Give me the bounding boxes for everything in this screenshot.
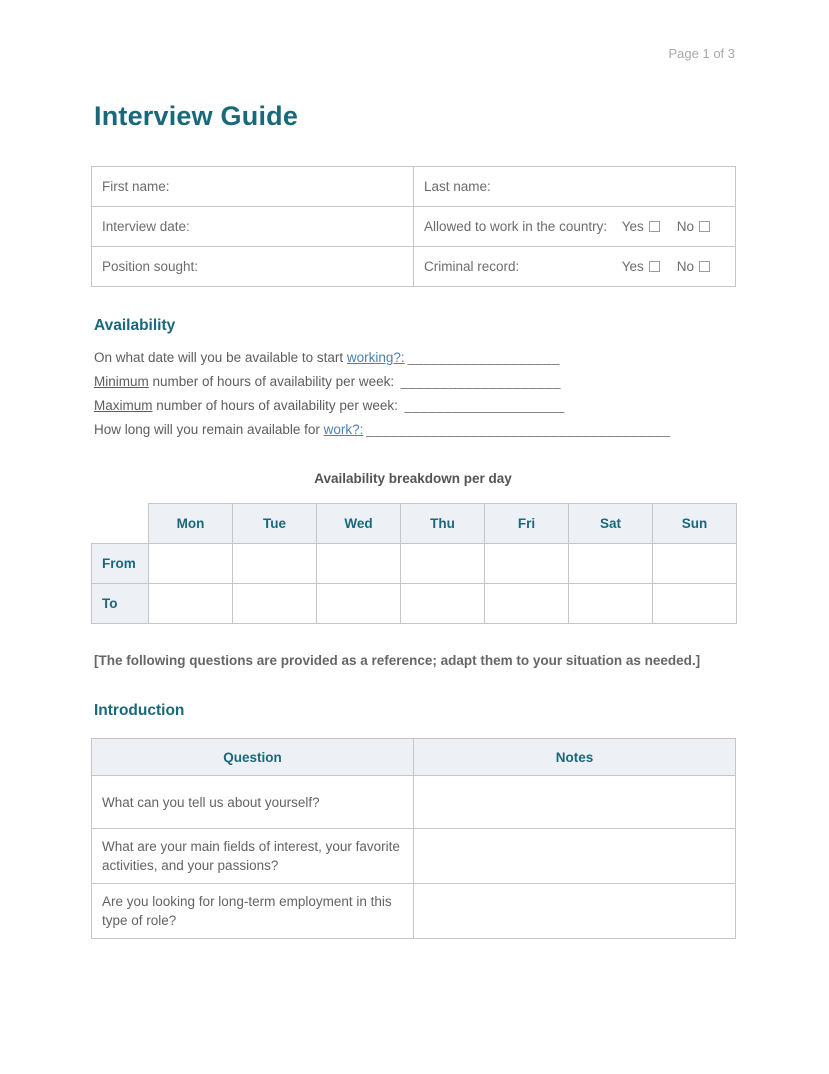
table-row	[92, 167, 736, 207]
schedule-table-title: Availability breakdown per day	[314, 471, 512, 486]
yes-checkbox-icon[interactable]	[649, 221, 660, 232]
to-sat-cell[interactable]	[569, 584, 653, 624]
table-row	[92, 207, 736, 247]
line-text: On what date will you be available to start	[94, 350, 347, 365]
from-tue-cell[interactable]	[233, 544, 317, 584]
introduction-heading: Introduction	[94, 702, 185, 719]
from-fri-cell[interactable]	[485, 544, 569, 584]
availability-questions	[94, 346, 671, 442]
criminal-record-label: Criminal record:	[424, 259, 520, 274]
availability-line-duration	[94, 418, 671, 442]
question-cell: Are you looking for long-term employment in this type of role?	[92, 884, 414, 939]
day-header-sat: Sat	[569, 504, 653, 544]
criminal-record-options	[622, 259, 725, 274]
criminal-record-no-option[interactable]	[677, 259, 710, 274]
from-row-label: From	[92, 544, 149, 584]
to-tue-cell[interactable]	[233, 584, 317, 624]
to-mon-cell[interactable]	[149, 584, 233, 624]
yes-label: Yes	[621, 259, 644, 274]
last-name-cell[interactable]	[414, 167, 736, 207]
introduction-question-table	[91, 738, 736, 939]
work-permission-options	[622, 219, 725, 234]
table-row	[92, 584, 737, 624]
reference-note: [The following questions are provided as a reference; adapt them to your situation as needed.]	[94, 653, 701, 668]
day-header-sun: Sun	[653, 504, 737, 544]
line-text: number of hours of availability per week:	[152, 398, 402, 413]
table-row	[92, 544, 737, 584]
interview-date-label: Interview date:	[102, 219, 190, 234]
day-header-wed: Wed	[317, 504, 401, 544]
last-name-label: Last name:	[424, 179, 491, 194]
line-text: number of hours of availability per week:	[148, 374, 398, 389]
position-sought-cell[interactable]	[92, 247, 414, 287]
first-name-label: First name:	[102, 179, 170, 194]
work-permission-cell	[414, 207, 736, 247]
to-thu-cell[interactable]	[401, 584, 485, 624]
notes-cell[interactable]	[414, 884, 736, 939]
position-sought-label: Position sought:	[102, 259, 199, 274]
to-wed-cell[interactable]	[317, 584, 401, 624]
page-title: Interview Guide	[94, 101, 299, 131]
no-label: No	[676, 259, 694, 274]
from-sat-cell[interactable]	[569, 544, 653, 584]
availability-heading: Availability	[94, 317, 176, 334]
day-header-fri: Fri	[485, 504, 569, 544]
table-row	[92, 829, 736, 884]
minimum-underlined: Minimum	[94, 374, 149, 389]
notes-cell[interactable]	[414, 829, 736, 884]
table-row	[92, 739, 736, 776]
to-row-label: To	[92, 584, 149, 624]
line-text: How long will you remain available for	[94, 422, 324, 437]
work-permission-yes-option[interactable]	[622, 219, 660, 234]
day-header-tue: Tue	[233, 504, 317, 544]
table-row	[92, 504, 737, 544]
first-name-cell[interactable]	[92, 167, 414, 207]
interview-date-cell[interactable]	[92, 207, 414, 247]
to-fri-cell[interactable]	[485, 584, 569, 624]
working-link-text[interactable]: working?:	[346, 350, 405, 365]
table-row	[92, 776, 736, 829]
question-cell: What can you tell us about yourself?	[92, 776, 414, 829]
table-row	[92, 247, 736, 287]
corner-cell	[92, 504, 149, 544]
criminal-record-cell	[414, 247, 736, 287]
fill-in-blank[interactable]: ______________________________________	[366, 422, 671, 437]
fill-in-blank[interactable]: ___________________	[407, 350, 560, 365]
no-checkbox-icon[interactable]	[699, 261, 710, 272]
from-thu-cell[interactable]	[401, 544, 485, 584]
availability-line-min-hours	[94, 370, 671, 394]
day-header-mon: Mon	[149, 504, 233, 544]
day-header-thu: Thu	[401, 504, 485, 544]
availability-line-start-date	[94, 346, 671, 370]
to-sun-cell[interactable]	[653, 584, 737, 624]
work-permission-no-option[interactable]	[677, 219, 710, 234]
notes-column-header: Notes	[414, 739, 736, 776]
yes-checkbox-icon[interactable]	[649, 261, 660, 272]
candidate-info-table	[91, 166, 736, 287]
availability-schedule-table	[91, 503, 737, 624]
from-wed-cell[interactable]	[317, 544, 401, 584]
table-row	[92, 884, 736, 939]
fill-in-blank[interactable]: ____________________	[404, 398, 565, 413]
work-permission-label: Allowed to work in the country:	[424, 219, 608, 234]
notes-cell[interactable]	[414, 776, 736, 829]
criminal-record-yes-option[interactable]	[622, 259, 660, 274]
from-sun-cell[interactable]	[653, 544, 737, 584]
from-mon-cell[interactable]	[149, 544, 233, 584]
work-link-text[interactable]: work?:	[323, 422, 364, 437]
no-checkbox-icon[interactable]	[699, 221, 710, 232]
maximum-underlined: Maximum	[94, 398, 153, 413]
yes-label: Yes	[621, 219, 644, 234]
availability-line-max-hours	[94, 394, 671, 418]
page-number: Page 1 of 3	[668, 46, 735, 61]
question-cell: What are your main fields of interest, your favorite activities, and your passions?	[92, 829, 414, 884]
fill-in-blank[interactable]: ____________________	[400, 374, 562, 389]
no-label: No	[676, 219, 694, 234]
question-column-header: Question	[92, 739, 414, 776]
